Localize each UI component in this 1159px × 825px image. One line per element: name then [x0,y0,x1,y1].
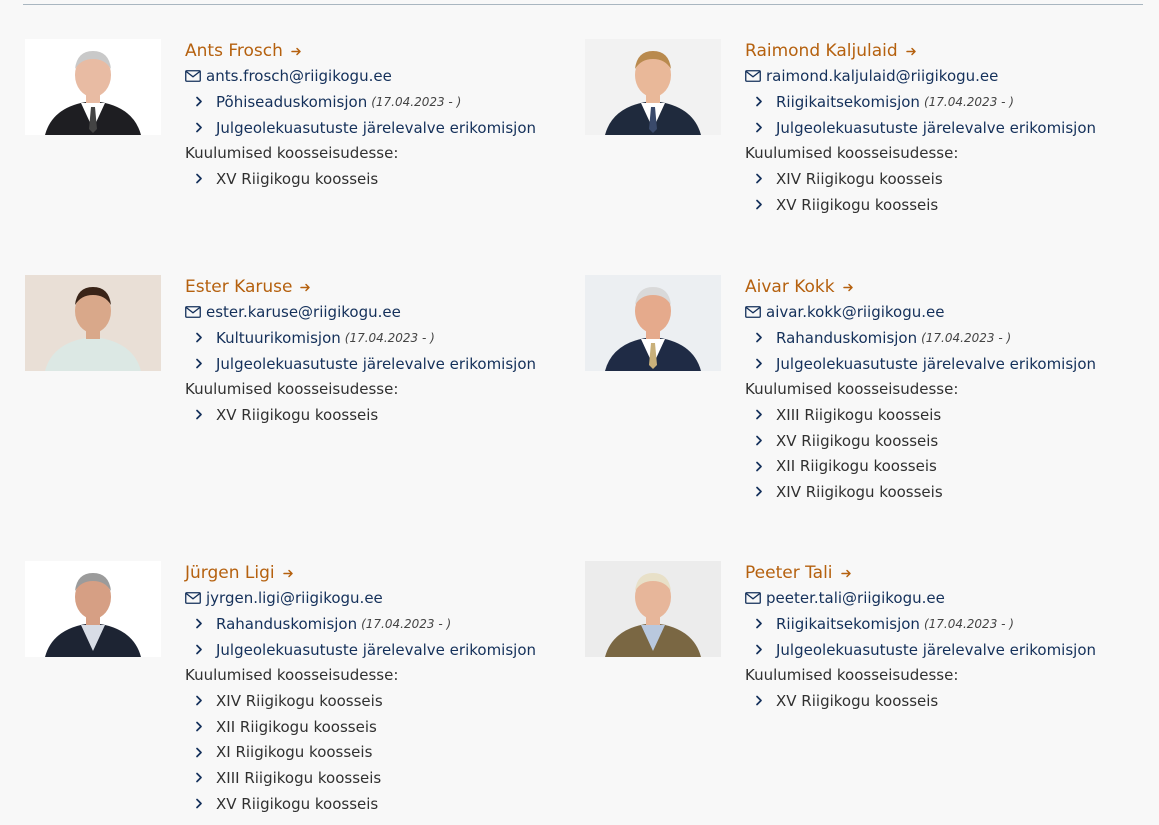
mail-icon [185,592,201,604]
member-photo[interactable] [585,275,721,371]
member-info [185,275,585,428]
member-info [745,275,1145,505]
committee-link[interactable]: Põhiseaduskomisjon [216,92,368,111]
member-name-link[interactable] [185,39,585,63]
committee-item [745,89,1145,115]
committee-item [745,115,1145,141]
composition-link[interactable]: XIII Riigikogu koosseis [776,405,942,424]
member-photo[interactable] [25,561,161,657]
committee-period: (17.04.2023 - ) [923,616,1014,631]
composition-item [745,453,1145,479]
committee-item [185,89,585,115]
composition-link[interactable]: XII Riigikogu koosseis [776,457,937,476]
composition-item [745,402,1145,428]
top-divider [23,4,1143,5]
member-info [745,39,1145,217]
memberships-heading: Kuulumised koosseisudesse: [185,380,399,399]
member-name[interactable]: Peeter Tali [745,563,833,583]
member-name-link[interactable] [745,561,1145,585]
member-name-link[interactable] [185,275,585,299]
composition-link[interactable]: XV Riigikogu koosseis [216,169,379,188]
chevron-right-icon [755,618,776,629]
chevron-right-icon [195,618,216,629]
email-row [185,299,585,325]
chevron-right-icon [755,435,776,446]
committee-link[interactable]: Julgeolekuasutuste järelevalve erikomisjon [216,640,537,659]
chevron-right-icon [195,747,216,758]
email-link[interactable]: raimond.kaljulaid@riigikogu.ee [766,67,999,85]
committee-item [745,611,1145,637]
composition-link[interactable]: XV Riigikogu koosseis [216,794,379,813]
chevron-right-icon [755,695,776,706]
member-name-link[interactable] [185,561,585,585]
committee-item [185,325,585,351]
member-name[interactable]: Ester Karuse [185,277,293,297]
committee-link[interactable]: Julgeolekuasutuste järelevalve erikomisjon [776,354,1097,373]
composition-link[interactable]: XIV Riigikogu koosseis [776,482,943,501]
arrow-right-icon [841,568,852,579]
chevron-right-icon [755,409,776,420]
chevron-right-icon [755,173,776,184]
email-link[interactable]: ester.karuse@riigikogu.ee [206,303,401,321]
email-row [745,299,1145,325]
composition-link[interactable]: XIV Riigikogu koosseis [216,691,383,710]
committee-item [185,115,585,141]
member-photo[interactable] [25,39,161,135]
email-link[interactable]: aivar.kokk@riigikogu.ee [766,303,945,321]
composition-item [745,479,1145,505]
chevron-right-icon [755,461,776,472]
composition-item [185,402,585,428]
committee-period: (17.04.2023 - ) [921,330,1012,345]
chevron-right-icon [195,409,216,420]
email-row [745,585,1145,611]
composition-link[interactable]: XII Riigikogu koosseis [216,717,377,736]
mail-icon [745,70,761,82]
member-name-link[interactable] [745,275,1145,299]
composition-link[interactable]: XV Riigikogu koosseis [776,691,939,710]
chevron-right-icon [755,122,776,133]
chevron-right-icon [195,772,216,783]
committee-period: (17.04.2023 - ) [361,616,452,631]
composition-item [185,765,585,791]
chevron-right-icon [195,798,216,809]
chevron-right-icon [195,644,216,655]
member-name[interactable]: Raimond Kaljulaid [745,41,898,61]
memberships-heading: Kuulumised koosseisudesse: [745,380,959,399]
composition-item [745,688,1145,714]
chevron-right-icon [195,358,216,369]
composition-item [745,166,1145,192]
composition-item [185,791,585,817]
composition-item [185,739,585,765]
mail-icon [185,70,201,82]
mail-icon [745,306,761,318]
member-info [185,561,585,817]
committee-link[interactable]: Kultuurikomisjon [216,328,341,347]
chevron-right-icon [195,173,216,184]
member-name[interactable]: Ants Frosch [185,41,283,61]
composition-link[interactable]: XV Riigikogu koosseis [776,431,939,450]
committee-item [745,325,1145,351]
memberships-heading: Kuulumised koosseisudesse: [185,666,399,685]
chevron-right-icon [755,332,776,343]
mail-icon [745,592,761,604]
composition-link[interactable]: XV Riigikogu koosseis [776,195,939,214]
email-link[interactable]: peeter.tali@riigikogu.ee [766,589,945,607]
arrow-right-icon [300,282,311,293]
member-name[interactable]: Jürgen Ligi [185,563,275,583]
email-row [745,63,1145,89]
composition-link[interactable]: XIII Riigikogu koosseis [216,768,382,787]
member-photo[interactable] [25,275,161,371]
composition-link[interactable]: XIV Riigikogu koosseis [776,169,943,188]
committee-link[interactable]: Julgeolekuasutuste järelevalve erikomisjon [216,354,537,373]
composition-link[interactable]: XI Riigikogu koosseis [216,743,373,762]
committee-item [185,351,585,377]
committee-item [745,637,1145,663]
chevron-right-icon [195,695,216,706]
chevron-right-icon [755,644,776,655]
email-link[interactable]: jyrgen.ligi@riigikogu.ee [206,589,383,607]
committee-link[interactable]: Riigikaitsekomisjon [776,614,920,633]
chevron-right-icon [755,358,776,369]
committee-link[interactable]: Julgeolekuasutuste järelevalve erikomisjon [216,118,537,137]
member-photo[interactable] [585,39,721,135]
memberships-heading: Kuulumised koosseisudesse: [185,144,399,163]
email-link[interactable]: ants.frosch@riigikogu.ee [206,67,392,85]
committee-item [185,611,585,637]
committee-link[interactable]: Julgeolekuasutuste järelevalve erikomisjon [776,118,1097,137]
chevron-right-icon [195,332,216,343]
composition-item [185,714,585,740]
arrow-right-icon [283,568,294,579]
committee-period: (17.04.2023 - ) [371,94,462,109]
memberships-heading: Kuulumised koosseisudesse: [745,144,959,163]
composition-item [185,166,585,192]
chevron-right-icon [195,122,216,133]
committee-link[interactable]: Rahanduskomisjon [216,614,358,633]
committee-link[interactable]: Julgeolekuasutuste järelevalve erikomisjon [776,640,1097,659]
composition-link[interactable]: XV Riigikogu koosseis [216,405,379,424]
member-name[interactable]: Aivar Kokk [745,277,835,297]
arrow-right-icon [291,46,302,57]
committee-item [185,637,585,663]
email-row [185,63,585,89]
member-info [745,561,1145,714]
arrow-right-icon [906,46,917,57]
composition-item [185,688,585,714]
chevron-right-icon [755,199,776,210]
chevron-right-icon [195,721,216,732]
mail-icon [185,306,201,318]
arrow-right-icon [843,282,854,293]
composition-item [745,192,1145,218]
member-name-link[interactable] [745,39,1145,63]
committee-link[interactable]: Rahanduskomisjon [776,328,918,347]
email-row [185,585,585,611]
committee-link[interactable]: Riigikaitsekomisjon [776,92,920,111]
chevron-right-icon [755,96,776,107]
chevron-right-icon [195,96,216,107]
committee-period: (17.04.2023 - ) [923,94,1014,109]
member-photo[interactable] [585,561,721,657]
committee-item [745,351,1145,377]
memberships-heading: Kuulumised koosseisudesse: [745,666,959,685]
member-info [185,39,585,192]
chevron-right-icon [755,486,776,497]
composition-item [745,428,1145,454]
committee-period: (17.04.2023 - ) [344,330,435,345]
